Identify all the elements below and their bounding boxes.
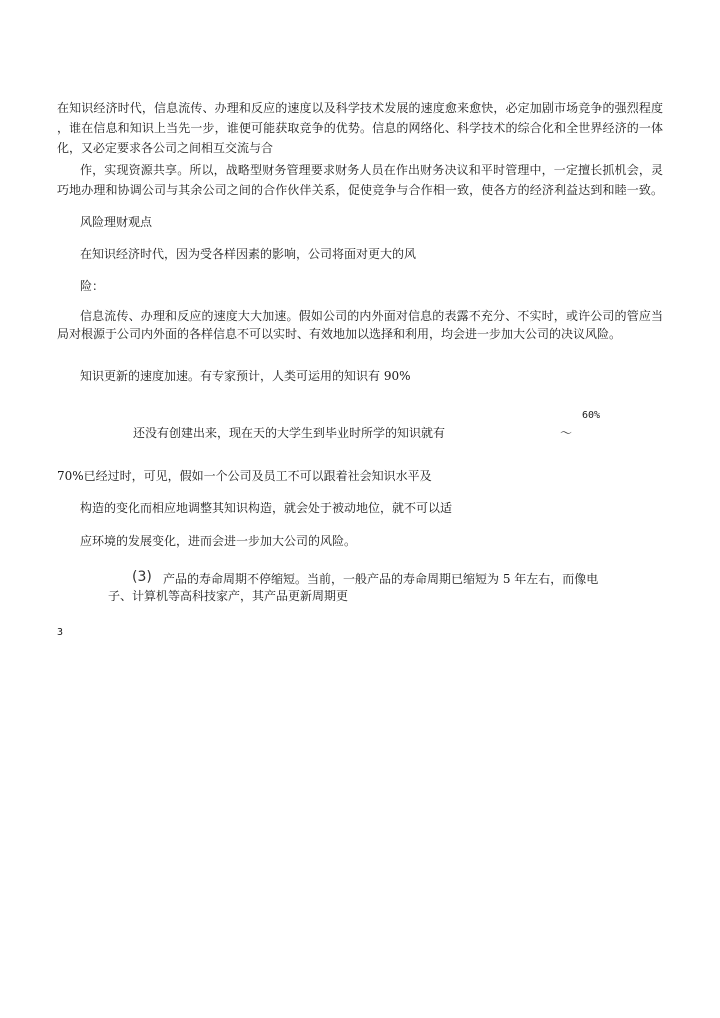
- paragraph-line: 局对根源于公司内外面的各样信息不可以实时、有效地加以选择和利用，均会进一步加大公司的决议风险。: [57, 327, 622, 341]
- page-number: 3: [57, 627, 64, 638]
- paragraph-line: 构造的变化而相应地调整其知识构造，就会处于被动地位，就不可以适: [80, 501, 453, 515]
- paragraph-line: 应环境的发展变化，进而会进一步加大公司的风险。: [80, 534, 357, 548]
- paragraph-line: 知识更新的速度加速。有专家预计，人类可运用的知识有 90%: [80, 369, 411, 383]
- paragraph-line: ，谁在信息和知识上当先一步，谁便可能获取竞争的优势。信息的网络化、科学技术的综合化和全世界经济的一体: [57, 121, 663, 135]
- paragraph-line: 在知识经济时代，信息流传、办理和反应的速度以及科学技术发展的速度愈来愈快，必定加剧市场竞争的强烈程度: [57, 101, 663, 115]
- paragraph-line: 70%已经过时，可见，假如一个公司及员工不可以跟着社会知识水平及: [57, 469, 432, 483]
- paragraph-line: 化，又必定要求各公司之间相互交流与合: [57, 141, 274, 155]
- list-marker: (3): [132, 569, 152, 585]
- paragraph-line: 还没有创建出来，现在天的大学生到毕业时所学的知识就有: [133, 426, 446, 440]
- paragraph-line: 作，实现资源共享。所以，战略型财务管理要求财务人员在作出财务决议和平时管理中，一定擅长抓机会，灵: [80, 163, 663, 177]
- percent-label: 60%: [582, 410, 601, 421]
- paragraph-line: 信息流传、办理和反应的速度大大加速。假如公司的内外面对信息的表露不充分、不实时，或许公司的管应当: [80, 309, 663, 323]
- paragraph-line: 在知识经济时代，因为受各样因素的影响，公司将面对更大的风: [80, 247, 417, 261]
- paragraph-line: 险：: [80, 279, 105, 293]
- section-heading: 风险理财观点: [80, 215, 153, 229]
- paragraph-line: 子、计算机等高科技家产，其产品更新周期更: [108, 589, 349, 603]
- paragraph-line: 产品的寿命周期不停缩短。当前，一般产品的寿命周期已缩短为 5 年左右，而像电: [163, 572, 599, 586]
- tilde-symbol: ～: [560, 426, 573, 440]
- paragraph-line: 巧地办理和协调公司与其余公司之间的合作伙伴关系，促使竞争与合作相一致，使各方的经济利益达到和睦一致。: [57, 183, 663, 197]
